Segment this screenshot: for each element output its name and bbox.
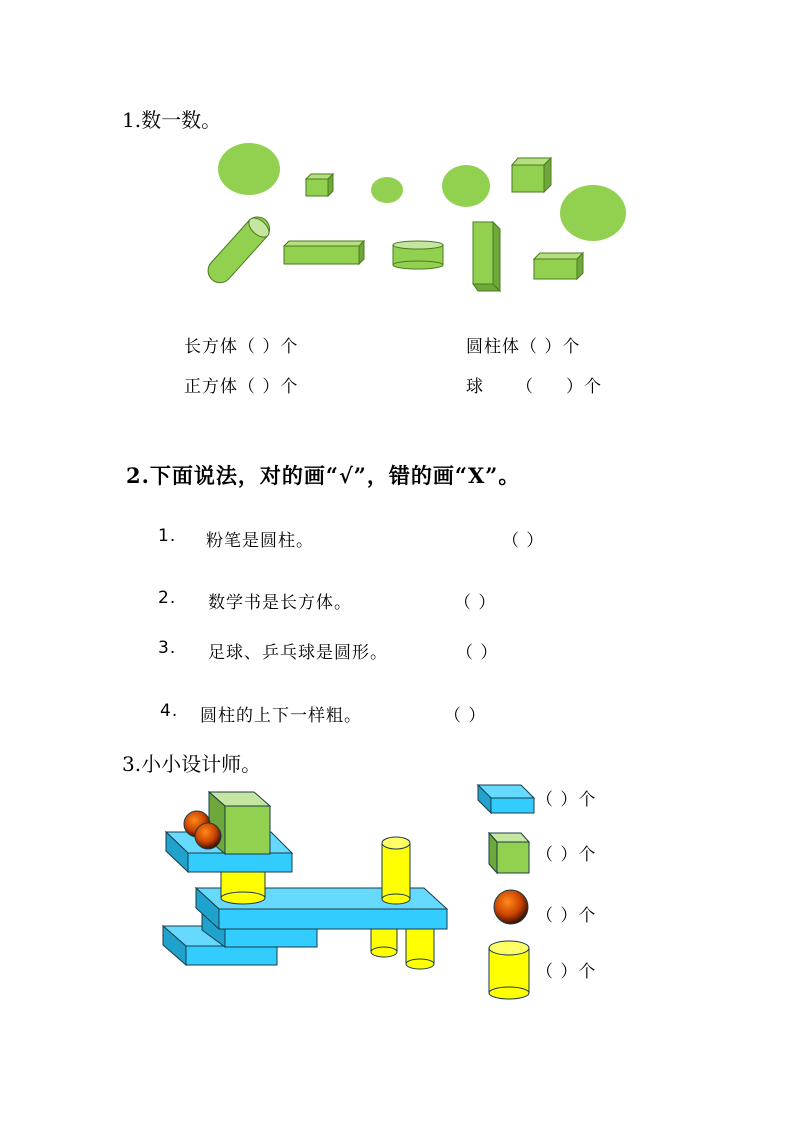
q1-title: 1.数一数。	[122, 108, 222, 132]
q2-item-text: 圆柱的上下一样粗。	[200, 706, 362, 726]
q2-answer-blank: （ ）	[502, 531, 545, 551]
cuboid-legend-icon	[478, 785, 534, 813]
q2-answer-blank: （ ）	[444, 706, 487, 726]
q2-title: 2.下面说法，对的画“√”，错的画“X”。	[126, 463, 521, 488]
q1-count-cuboid: 长方体（ ）个	[184, 337, 299, 357]
ball-block	[195, 823, 221, 849]
q2-item-number: 1.	[158, 526, 177, 546]
q1-count-cylinder: 圆柱体（ ）个	[466, 337, 581, 357]
q2-item-text: 粉笔是圆柱。	[206, 531, 314, 551]
sphere-legend-icon	[494, 890, 528, 924]
q3-answer-cuboid: （ ）个	[536, 790, 597, 810]
q3-answer-sphere: （ ）个	[536, 906, 597, 926]
q2-answer-blank: （ ）	[454, 593, 497, 613]
cube-legend-icon	[489, 833, 529, 873]
q2-item-text: 数学书是长方体。	[208, 593, 352, 613]
q3-title: 3.小小设计师。	[122, 752, 262, 776]
q3-answer-cube: （ ）个	[536, 845, 597, 865]
q2-item-number: 4.	[160, 701, 179, 721]
cylinder-legend-icon	[489, 941, 529, 999]
cylinder-block	[406, 924, 434, 969]
cylinder-block	[382, 837, 410, 904]
q2-item-number: 3.	[158, 638, 177, 658]
q3-answer-cylinder: （ ）个	[536, 962, 597, 982]
q2-item-number: 2.	[158, 588, 177, 608]
q2-item-text: 足球、乒乓球是圆形。	[208, 643, 388, 663]
q1-count-cube: 正方体（ ）个	[184, 377, 299, 397]
q1-count-sphere: 球 （ ）个	[466, 377, 603, 397]
q2-answer-blank: （ ）	[456, 643, 499, 663]
cylinder-block	[221, 870, 265, 904]
